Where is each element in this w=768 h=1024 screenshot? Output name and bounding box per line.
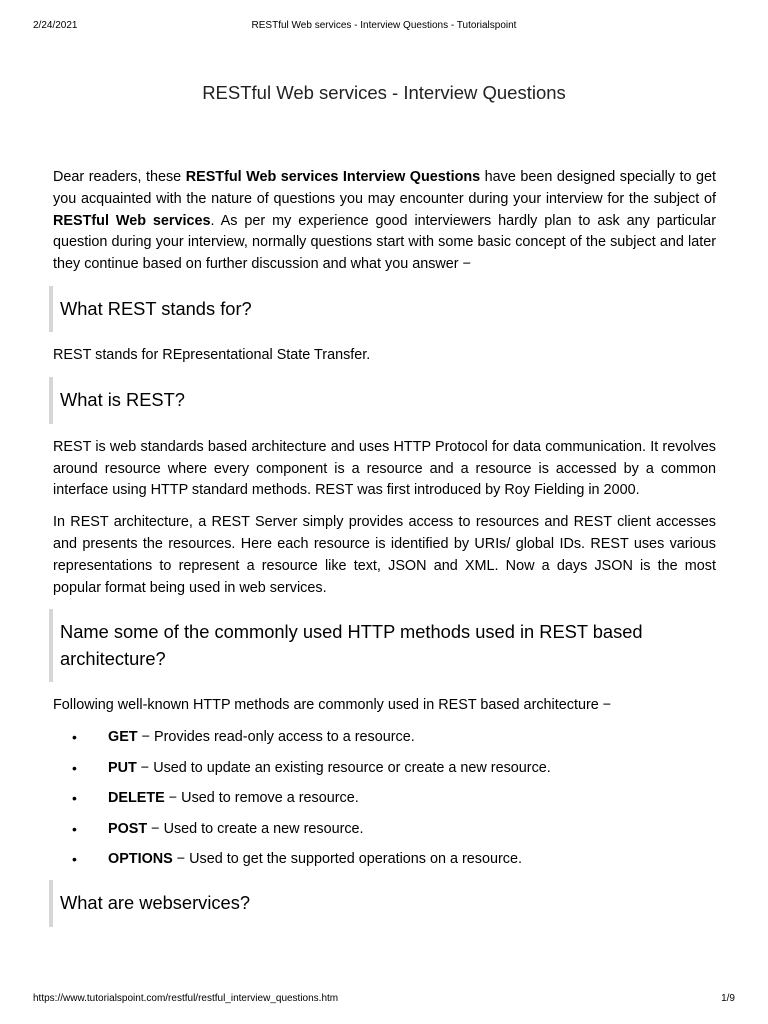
method-description: − Used to update an existing resource or create a new resource.: [136, 759, 551, 776]
bullet-icon: •: [72, 790, 77, 807]
list-item: [53, 819, 716, 840]
bullet-icon: •: [72, 729, 77, 746]
question-box: [49, 377, 716, 424]
intro-bold-2: RESTful Web services: [53, 212, 211, 229]
print-footer: [0, 993, 768, 1007]
question-box: [49, 286, 716, 333]
answer-paragraph: REST is web standards based architecture and uses HTTP Protocol for data communication. It revolves around resource where every component is a resource and a resource is accessed by a common interface using HTTP standard methods. REST was first introduced by Roy Fielding in 2000.: [53, 438, 716, 499]
question-heading: What is REST?: [60, 389, 185, 411]
method-name: POST: [108, 820, 148, 837]
answer-paragraph: REST stands for REpresentational State Transfer.: [53, 347, 371, 364]
method-name: GET: [108, 729, 138, 746]
question-box: [49, 880, 716, 927]
bullet-icon: •: [72, 851, 77, 868]
method-description: − Used to get the supported operations on a resource.: [172, 851, 522, 868]
list-item: [53, 758, 716, 779]
intro-text-1: Dear readers, these: [53, 169, 186, 185]
print-header: [0, 20, 768, 34]
list-item: [53, 849, 716, 870]
intro-text-3: . As per my experience good interviewers hardly plan to ask any particular question during your interview, normally questions start with some basic concept of the subject and later they continue based on further discussion and what you answer −: [53, 212, 716, 273]
print-date: 2/24/2021: [33, 20, 78, 31]
method-name: DELETE: [108, 790, 165, 807]
intro-paragraph: [53, 167, 716, 276]
question-heading: What REST stands for?: [60, 297, 252, 319]
print-page-title: RESTful Web services - Interview Questions - Tutorialspoint: [251, 20, 517, 31]
bullet-icon: •: [72, 820, 77, 837]
page-url: https://www.tutorialspoint.com/restful/restful_interview_questions.htm: [33, 993, 339, 1004]
intro-text-2: have been designed specially to get you acquainted with the nature of questions you may encounter during your interview for the subject of: [53, 169, 716, 207]
http-methods-list: [53, 727, 716, 870]
list-item: [53, 788, 716, 809]
method-description: − Used to remove a resource.: [164, 790, 359, 807]
method-description: − Provides read-only access to a resource.: [137, 729, 415, 746]
article-body: [53, 167, 716, 940]
intro-bold-1: RESTful Web services Interview Questions: [185, 169, 481, 185]
question-box: [49, 609, 716, 682]
method-description: − Used to create a new resource.: [147, 820, 364, 837]
question-heading: Name some of the commonly used HTTP methods used in REST based architecture?: [60, 621, 643, 669]
method-name: OPTIONS: [108, 851, 173, 868]
answer-paragraph: In REST architecture, a REST Server simply provides access to resources and REST client accesses and presents the resources. Here each resource is identified by URIs/ global IDs. REST uses various representations to represent a resource like text, JSON and XML. Now a days JSON is the most popular format being used in web services.: [53, 514, 716, 596]
question-heading: What are webservices?: [60, 892, 250, 914]
method-name: PUT: [108, 759, 137, 776]
answer-paragraph: Following well-known HTTP methods are commonly used in REST based architecture −: [53, 697, 612, 714]
page-number: 1/9: [721, 993, 735, 1004]
page-title: RESTful Web services - Interview Questions: [202, 82, 566, 103]
list-item: [53, 727, 716, 748]
bullet-icon: •: [72, 759, 77, 776]
